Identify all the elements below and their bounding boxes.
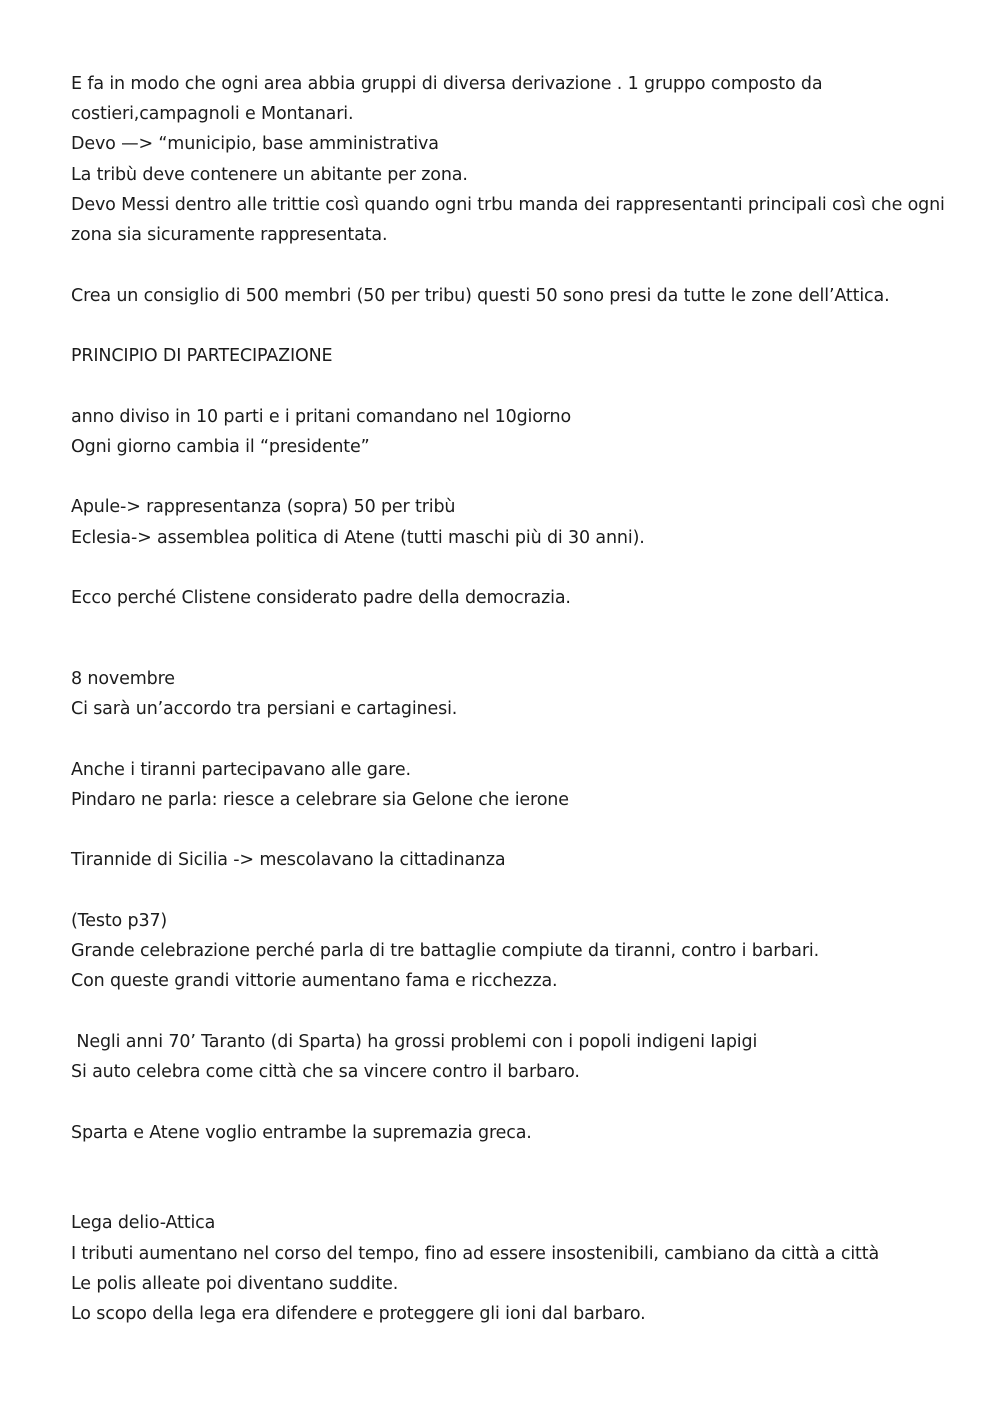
text-line: Grande celebrazione perché parla di tre battaglie compiute da tiranni, contro i barbari.: [71, 941, 820, 961]
text-line: anno diviso in 10 parti e i pritani comandano nel 10giorno: [71, 407, 572, 427]
text-line: Negli anni 70’ Taranto (di Sparta) ha grossi problemi con i popoli indigeni Iapigi: [71, 1032, 758, 1052]
date-heading: 8 novembre: [71, 669, 175, 689]
text-line: Devo —> “municipio, base amministrativa: [71, 134, 439, 154]
text-line: Apule-> rappresentanza (sopra) 50 per tribù: [71, 497, 456, 517]
text-line: (Testo p37): [71, 911, 168, 931]
text-line: Con queste grandi vittorie aumentano fama e ricchezza.: [71, 971, 558, 991]
text-line: Si auto celebra come città che sa vincere contro il barbaro.: [71, 1062, 580, 1082]
text-line: Pindaro ne parla: riesce a celebrare sia Gelone che ierone: [71, 790, 569, 810]
text-line: Sparta e Atene voglio entrambe la supremazia greca.: [71, 1123, 532, 1143]
text-line: Eclesia-> assemblea politica di Atene (tutti maschi più di 30 anni).: [71, 528, 645, 548]
text-line: Tirannide di Sicilia -> mescolavano la cittadinanza: [71, 850, 506, 870]
text-line: Le polis alleate poi diventano suddite.: [71, 1274, 399, 1294]
section-heading: Lega delio-Attica: [71, 1213, 216, 1233]
text-line: zona sia sicuramente rappresentata.: [71, 225, 388, 245]
text-line: Ci sarà un’accordo tra persiani e cartaginesi.: [71, 699, 458, 719]
section-heading: PRINCIPIO DI PARTECIPAZIONE: [71, 346, 333, 366]
text-line: Devo Messi dentro alle trittie così quando ogni trbu manda dei rappresentanti principali così che ogni: [71, 195, 945, 215]
text-line: Ogni giorno cambia il “presidente”: [71, 437, 370, 457]
text-line: Crea un consiglio di 500 membri (50 per tribu) questi 50 sono presi da tutte le zone dell’Attica.: [71, 286, 890, 306]
text-line: I tributi aumentano nel corso del tempo, fino ad essere insostenibili, cambiano da città a città: [71, 1244, 880, 1264]
text-line: Ecco perché Clistene considerato padre della democrazia.: [71, 588, 571, 608]
text-line: Anche i tiranni partecipavano alle gare.: [71, 760, 411, 780]
text-line: Lo scopo della lega era difendere e proteggere gli ioni dal barbaro.: [71, 1304, 646, 1324]
text-line: E fa in modo che ogni area abbia gruppi di diversa derivazione . 1 gruppo composto da: [71, 74, 823, 94]
text-line: La tribù deve contenere un abitante per zona.: [71, 165, 468, 185]
text-line: costieri,campagnoli e Montanari.: [71, 104, 354, 124]
